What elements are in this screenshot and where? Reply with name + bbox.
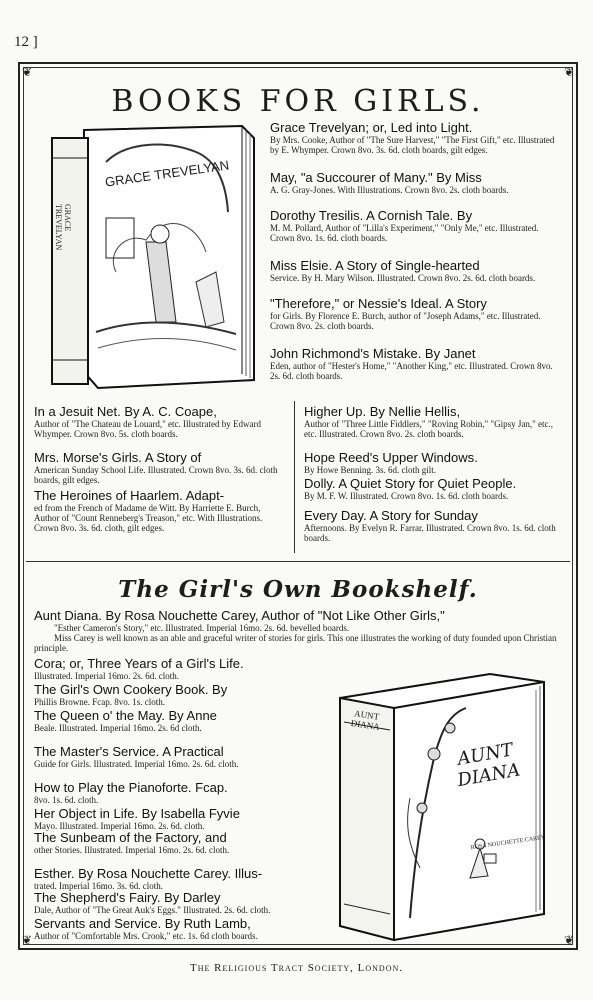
- section-divider: [26, 561, 570, 562]
- entry-john-richmond: John Richmond's Mistake. By Janet Eden, author of "Hester's Home," "Another King," etc. Illustrated. Crown 8vo. 2s. 6d. cloth boards.: [270, 346, 553, 381]
- entry-higher-up: Higher Up. By Nellie Hellis, Author of "Three Little Fiddlers," "Roving Robin," "Gipsy Jan," etc., etc. Illustrated. Crown 8vo. 2s. cloth boards.: [304, 404, 554, 439]
- publisher-footer: The Religious Tract Society, London.: [189, 962, 403, 974]
- entry-queen-o-the-may: The Queen o' the May. By Anne Beale. Illustrated. Imperial 16mo. 2s. 6d cloth.: [34, 708, 217, 733]
- page-title: BOOKS FOR GIRLS.: [111, 84, 485, 119]
- corner-ornament-icon: ❦: [22, 65, 33, 79]
- entry-heroines-of-haarlem: The Heroines of Haarlem. Adapt- ed from the French of Madame de Witt. By Harriette E. Burch, Author of "Count Renneberg's Treason," etc. With Illustrations. Crown 8vo. 3s. 6d. cloth, gilt edges.: [34, 488, 263, 533]
- page-frame: [18, 62, 578, 950]
- corner-ornament-icon: ❦: [563, 65, 574, 79]
- entry-her-object-in-life: Her Object in Life. By Isabella Fyvie Mayo. Illustrated. Imperial 16mo. 2s. 6d. cloth.: [34, 806, 240, 831]
- book-spine-title: GRACE TREVELYAN: [54, 204, 72, 251]
- entry-grace-trevelyan: Grace Trevelyan; or, Led into Light. By Mrs. Cooke, Author of "The Sure Harvest," "The First Gift," etc. Illustrated by E. Whymper. Crown 8vo. 3s. 6d. cloth boards, gilt edges.: [270, 120, 555, 155]
- book-cover-title: GRACE TREVELYAN: [104, 157, 230, 190]
- entry-jesuit-net: In a Jesuit Net. By A. C. Coape, Author of "The Chateau de Louard," etc. Illustrated by Edward Whymper. Crown 8vo. 5s. cloth boards.: [34, 404, 262, 439]
- entry-may-succourer: May, "a Succourer of Many." By Miss A. G. Gray-Jones. With Illustrations. Crown 8vo. 2s. cloth boards.: [270, 170, 509, 195]
- entry-mrs-morses-girls: Mrs. Morse's Girls. A Story of American Sunday School Life. Illustrated. Crown 8vo. 3s. 6d. cloth boards, gilt edges.: [34, 450, 278, 485]
- book-spine-title: AUNT DIANA: [350, 708, 381, 732]
- entry-servants-and-service: Servants and Service. By Ruth Lamb, Author of "Comfortable Mrs. Crook," etc. 1s. 6d cloth boards.: [34, 916, 258, 941]
- entry-therefore: "Therefore," or Nessie's Ideal. A Story for Girls. By Florence E. Burch, author of "Joseph Adams," etc. Illustrated. Crown 8vo. 2s. cloth boards.: [270, 296, 541, 331]
- entry-aunt-diana: Aunt Diana. By Rosa Nouchette Carey, Author of "Not Like Other Girls," "Esther Cameron's Story," etc. Illustrated. Imperial 16mo. 2s. 6d. bevelled boards. Miss Carey is well known as an able and graceful writer of stories for girls. This one illustrates the working of duty founded upon Christian principle.: [34, 608, 557, 653]
- corner-ornament-icon: ❦: [22, 933, 33, 947]
- entry-cora: Cora; or, Three Years of a Girl's Life. Illustrated. Imperial 16mo. 2s. 6d. cloth.: [34, 656, 244, 681]
- book-author-label: ROSA NOUCHETTE CAREY: [470, 834, 546, 852]
- book-cover-title: AUNT DIANA: [455, 739, 522, 792]
- entry-sunbeam-of-the-factory: The Sunbeam of the Factory, and other Stories. Illustrated. Imperial 16mo. 2s. 6d. cloth.: [34, 830, 230, 855]
- column-divider: [294, 401, 295, 553]
- entry-how-to-play-the-pianoforte: How to Play the Pianoforte. Fcap. 8vo. 1s. 6d. cloth.: [34, 780, 228, 805]
- section-title-girls-own-bookshelf: The Girl's Own Bookshelf.: [118, 576, 478, 603]
- entry-shepherds-fairy: The Shepherd's Fairy. By Darley Dale, Author of "The Great Auk's Eggs." Illustrated. 2s. 6d. cloth.: [34, 890, 271, 915]
- book-illustration-grace-trevelyan: [46, 122, 266, 397]
- book-icon: [46, 122, 266, 392]
- entry-esther: Esther. By Rosa Nouchette Carey. Illus- trated. Imperial 16mo. 3s. 6d. cloth.: [34, 866, 263, 891]
- entry-masters-service: The Master's Service. A Practical Guide for Girls. Illustrated. Imperial 16mo. 2s. 6d. cloth.: [34, 744, 239, 769]
- entry-girls-own-cookery-book: The Girl's Own Cookery Book. By Phillis Browne. Fcap. 8vo. 1s. cloth.: [34, 682, 228, 707]
- entry-dolly: Dolly. A Quiet Story for Quiet People. By M. F. W. Illustrated. Crown 8vo. 1s. 6d. cloth boards.: [304, 476, 517, 501]
- corner-ornament-icon: ❦: [563, 933, 574, 947]
- entry-every-day: Every Day. A Story for Sunday Afternoons. By Evelyn R. Farrar. Illustrated. Crown 8vo. 1s. 6d. cloth boards.: [304, 508, 556, 543]
- page-number: 12 ]: [14, 34, 38, 50]
- entry-dorothy-tresilis: Dorothy Tresilis. A Cornish Tale. By M. M. Pollard, Author of "Lilla's Experiment," "Only Me," etc. Illustrated. Crown 8vo. 1s. 6d. cloth boards.: [270, 208, 539, 243]
- entry-miss-elsie: Miss Elsie. A Story of Single-hearted Service. By H. Mary Wilson. Illustrated. Crown 8vo. 2s. 6d. cloth boards.: [270, 258, 536, 283]
- entry-hope-reeds-upper-windows: Hope Reed's Upper Windows. By Howe Benning. 3s. 6d. cloth gilt.: [304, 450, 478, 475]
